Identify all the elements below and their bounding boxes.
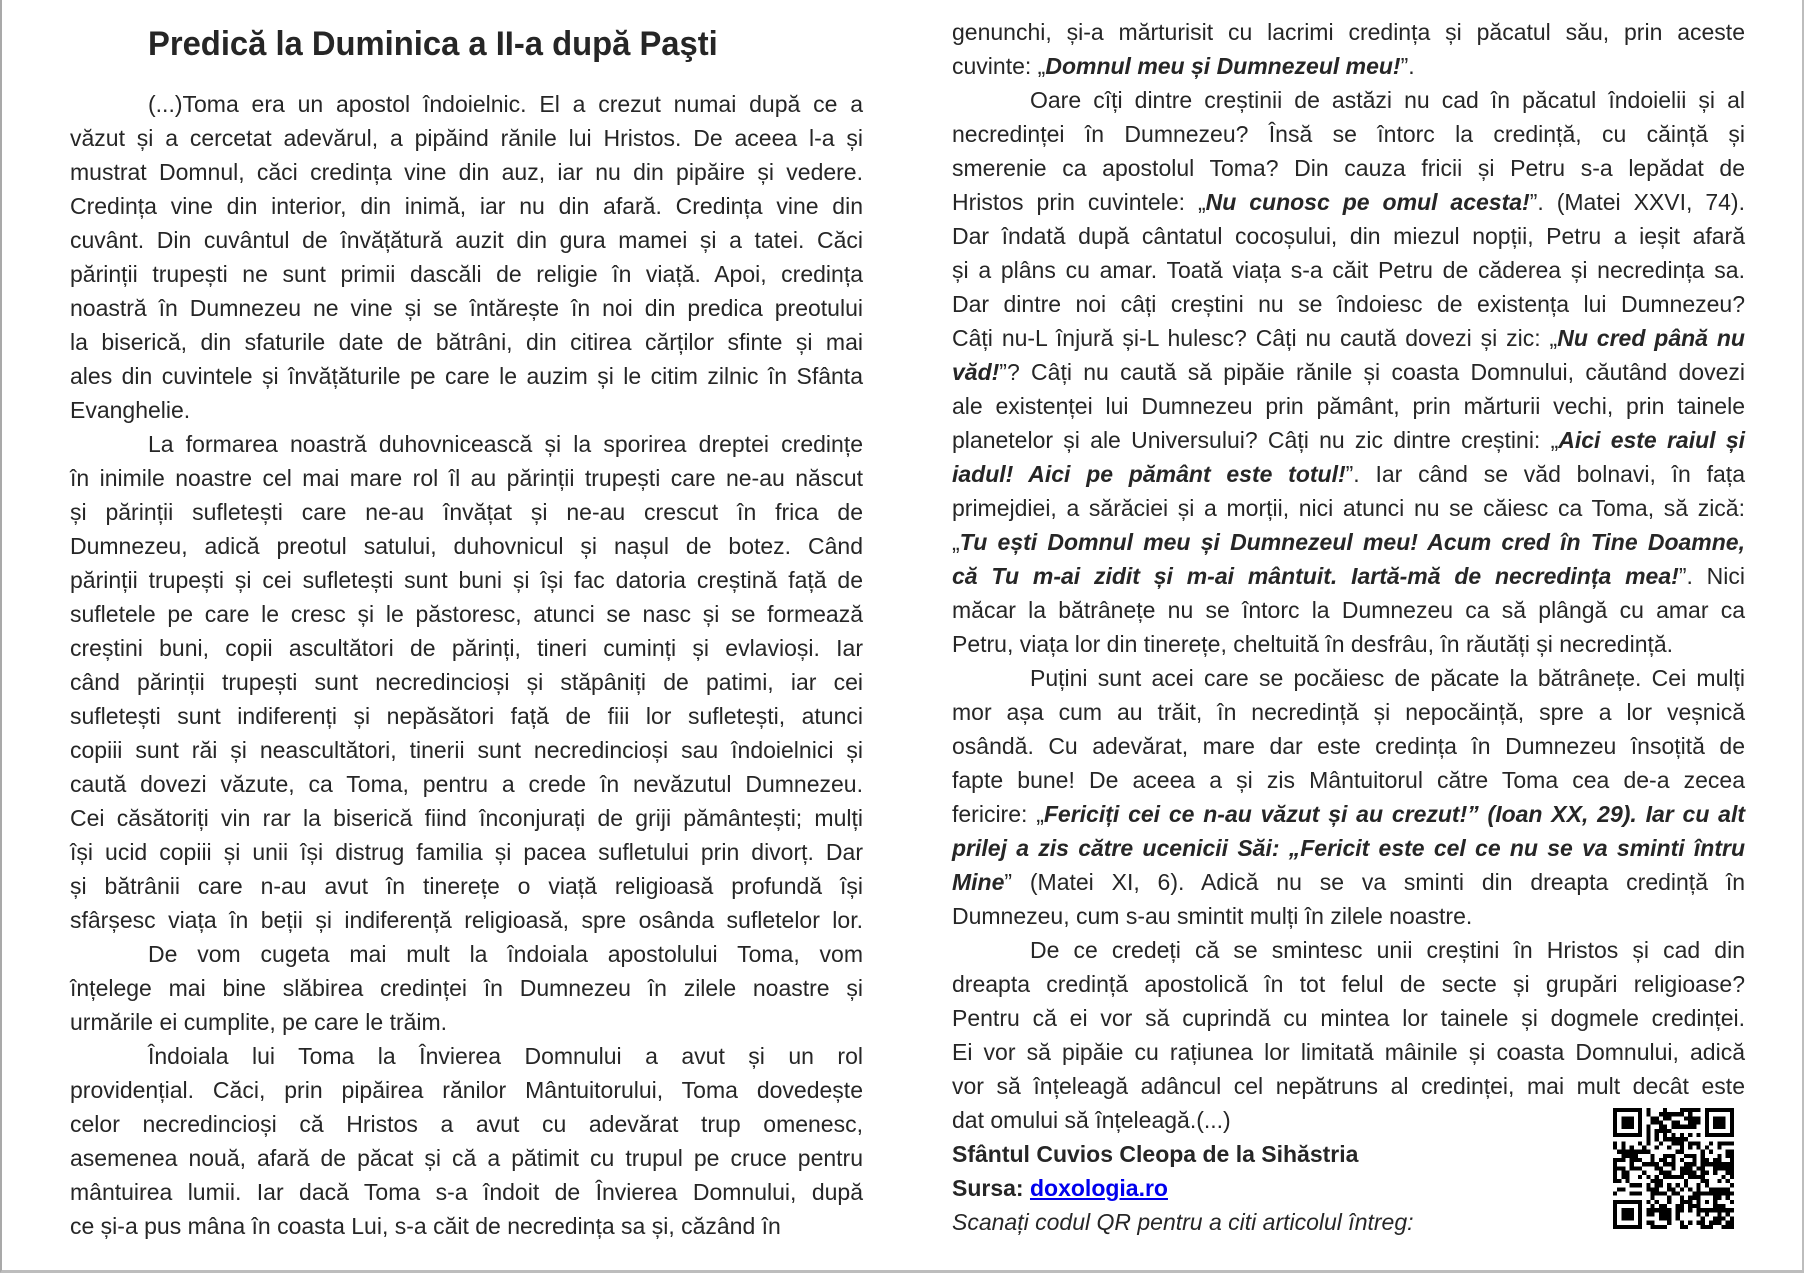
- text-segment: celor necredincioși că Hristos a avut cu adevărat trup omenesc,: [70, 1111, 863, 1137]
- text-line: [70, 631, 863, 665]
- text-segment: cuvânt. Din cuvântul de învățătură auzit din gura mamei și a tatei. Căci: [70, 227, 863, 253]
- emphasized-quote: prilej a zis către ucenicii Săi: „Fericit este cel ce nu se va sminti întru: [952, 835, 1745, 861]
- text-segment: Dumnezeu, adică preotul satului, duhovnicul și nașul de botez. Când: [70, 533, 863, 559]
- emphasized-quote: Nu cred până nu: [1557, 325, 1745, 351]
- text-segment: ”.: [1400, 53, 1415, 79]
- text-segment: Dar îndată după cântatul cocoșului, din miezul nopții, Petru a ieșit afară: [952, 223, 1745, 249]
- text-segment: înțelege mai bine slăbirea credinței în Dumnezeu în zilele noastre și: [70, 975, 863, 1001]
- right-column-body: [952, 15, 1745, 1137]
- emphasized-quote: văd!: [952, 359, 1000, 385]
- text-segment: asemenea nouă, afară de păcat și că a pătimit cu trupul pe cruce pentru: [70, 1145, 863, 1171]
- text-segment: Ei vor să pipăie cu rațiunea lor limitată mâinile și coasta Domnului, adică: [952, 1039, 1745, 1065]
- text-line: [952, 287, 1745, 321]
- text-segment: ”? Câți nu caută să pipăie rănile și coasta Domnului, căutând dovezi: [999, 359, 1745, 385]
- source-link[interactable]: doxologia.ro: [1029, 1175, 1168, 1201]
- text-segment: De ce credeți că se smintesc unii creștini în Hristos și cad din: [1030, 937, 1745, 963]
- text-line: [70, 1209, 863, 1243]
- text-segment: creștini buni, copii ascultători de părinți, tineri cuminți și evlavioși. Iar: [70, 635, 863, 661]
- text-line: [952, 899, 1745, 933]
- text-segment: și bătrânii care n-au avut în tinerețe o viață religioasă profundă își: [70, 873, 863, 899]
- text-segment: „: [952, 529, 960, 555]
- text-segment: Dar dintre noi câți creștini nu se îndoiesc de existența lui Dumnezeu?: [952, 291, 1745, 317]
- emphasized-quote: Fericiți cei ce n-au văzut și au crezut!” (Ioan XX, 29). Iar cu alt: [1043, 801, 1746, 827]
- text-line: [952, 559, 1745, 593]
- text-segment: și părinții sufletești care ne-au învățat și ne-au crescut în frica de: [70, 499, 863, 525]
- source-label: Sursa:: [952, 1175, 1030, 1201]
- text-line: [70, 189, 863, 223]
- text-line: [952, 1069, 1745, 1103]
- emphasized-quote: că Tu m-ai zidit și m-ai mântuit. Iartă-mă de necredința mea!: [952, 563, 1679, 589]
- text-segment: dreapta credință apostolică în tot felul de secte și grupări religioase?: [952, 971, 1745, 997]
- text-line: [952, 185, 1745, 219]
- text-line: [70, 903, 863, 937]
- text-line: [70, 801, 863, 835]
- text-line: [70, 733, 863, 767]
- text-line: [952, 117, 1745, 151]
- text-segment: copiii sunt răi și neascultători, tinerii sunt necredincioși sau îndoielnici și: [70, 737, 863, 763]
- text-line: [70, 767, 863, 801]
- emphasized-quote: Mine: [952, 869, 1005, 895]
- text-segment: Îndoiala lui Toma la Învierea Domnului a avut și un rol: [148, 1043, 863, 1069]
- text-line: [70, 1141, 863, 1175]
- text-segment: genunchi, și-a mărturisit cu lacrimi credința și păcatul său, prin aceste: [952, 19, 1745, 45]
- text-segment: noastră în Dumnezeu ne vine și se întărește în noi din predica preotului: [70, 295, 863, 321]
- text-segment: ”. Iar când se văd bolnavi, în fața: [1345, 461, 1745, 487]
- text-line: [70, 87, 863, 121]
- text-segment: Cei căsătoriți vin rar la biserică fiind înconjurați de griji pământești; mulți: [70, 805, 863, 831]
- text-segment: dat omului să înțeleagă.(...): [952, 1107, 1231, 1133]
- text-line: [952, 525, 1745, 559]
- text-line: [70, 155, 863, 189]
- text-segment: ales din cuvintele și învățăturile pe care le auzim și le citim zilnic în Sfânta: [70, 363, 863, 389]
- text-line: [952, 15, 1745, 49]
- text-segment: caută dovezi văzute, ca Toma, pentru a crede în nevăzutul Dumnezeu.: [70, 771, 863, 797]
- text-segment: la biserică, din sfaturile date de bătrâni, din citirea cărților sfinte și mai: [70, 329, 863, 355]
- text-line: [70, 1107, 863, 1141]
- text-segment: planetelor și ale Universului? Câți nu zic dintre creștini: „: [952, 427, 1559, 453]
- text-line: [70, 223, 863, 257]
- text-segment: Credința vine din interior, din inimă, iar nu din afară. Credința vine din: [70, 193, 863, 219]
- text-line: [70, 665, 863, 699]
- text-line: [952, 831, 1745, 865]
- text-segment: De vom cugeta mai mult la îndoiala apostolului Toma, vom: [148, 941, 863, 967]
- text-line: [70, 495, 863, 529]
- text-segment: ce și-a pus mâna în coasta Lui, s-a căit de necredința sa și, căzând în: [70, 1213, 781, 1239]
- text-line: [952, 763, 1745, 797]
- right-text-column: [952, 15, 1745, 1239]
- text-segment: primejdiei, a sărăciei și a morții, nici atunci nu se căiesc ca Toma, să zică:: [952, 495, 1745, 521]
- text-segment: mustrat Domnul, căci credința vine din auz, iar nu din pipăire și vedere.: [70, 159, 863, 185]
- text-segment: Evanghelie.: [70, 397, 191, 423]
- text-line: [952, 355, 1745, 389]
- text-line: [70, 1039, 863, 1073]
- page-title: Predică la Duminica a II-a după Paşti: [148, 25, 718, 63]
- text-line: [952, 865, 1745, 899]
- text-line: [70, 529, 863, 563]
- left-text-column: [70, 87, 863, 1243]
- text-segment: sufletele pe care le cresc și le păstoresc, atunci se nasc și se formează: [70, 601, 863, 627]
- text-segment: măcar la bătrânețe nu se întorc la Dumnezeu ca să plângă cu amar ca: [952, 597, 1745, 623]
- text-line: [952, 1035, 1745, 1069]
- text-segment: părinții trupești ne sunt primii dascăli de religie în viață. Apoi, credința: [70, 261, 863, 287]
- text-segment: ”. Nici: [1678, 563, 1745, 589]
- text-segment: mor așa cum au trăit, în necredință și nepocăință, spre a lor veșnică: [952, 699, 1745, 725]
- text-line: [70, 1005, 863, 1039]
- text-line: [952, 151, 1745, 185]
- qr-code-icon[interactable]: [1613, 1108, 1734, 1229]
- text-line: [952, 627, 1745, 661]
- text-line: [952, 321, 1745, 355]
- text-line: [952, 729, 1745, 763]
- text-segment: sufletești sunt indiferenți și nepăsători față de fiii lor sufletești, atunci: [70, 703, 863, 729]
- text-line: [952, 661, 1745, 695]
- text-segment: fericire: „: [952, 801, 1044, 827]
- text-segment: necredinței în Dumnezeu? Însă se întorc la credință, cu căință și: [952, 121, 1745, 147]
- text-segment: și a plâns cu amar. Toată viața s-a căit Petru de căderea și necredința sa.: [952, 257, 1745, 283]
- text-line: [952, 219, 1745, 253]
- text-line: [70, 597, 863, 631]
- text-segment: cuvinte: „: [952, 53, 1046, 79]
- text-line: [952, 797, 1745, 831]
- text-segment: smerenie ca apostolul Toma? Din cauza fricii și Petru s-a lepădat de: [952, 155, 1745, 181]
- text-line: [952, 1001, 1745, 1035]
- text-segment: La formarea noastră duhovnicească și la sporirea dreptei credințe: [148, 431, 863, 457]
- text-segment: Câți nu-L înjură și-L hulesc? Câți nu caută dovezi și zic: „: [952, 325, 1558, 351]
- text-line: [952, 49, 1745, 83]
- text-line: [70, 1175, 863, 1209]
- text-line: [70, 359, 863, 393]
- text-segment: când părinții trupești sunt necredincioși și stăpâniți de patimi, iar cei: [70, 669, 863, 695]
- text-line: [70, 257, 863, 291]
- text-segment: în inimile noastre cel mai mare rol îl au părinții trupești care ne-au născut: [70, 465, 863, 491]
- text-segment: ”. (Matei XXVI, 74).: [1529, 189, 1745, 215]
- text-segment: providențial. Căci, prin pipăirea rănilor Mântuitorului, Toma dovedește: [70, 1077, 863, 1103]
- text-segment: ale existenței lui Dumnezeu prin pământ, prin mărturii vechi, prin tainele: [952, 393, 1745, 419]
- text-segment: Hristos prin cuvintele: „: [952, 189, 1206, 215]
- emphasized-quote: Nu cunosc pe omul acesta!: [1205, 189, 1530, 215]
- text-segment: ” (Matei XI, 6). Adică nu se va sminti din dreapta credință în: [1004, 869, 1745, 895]
- text-segment: sfârșesc viața în beții și indiferență religioasă, spre osânda sufletelor lor.: [70, 907, 863, 933]
- text-line: [952, 695, 1745, 729]
- text-line: [70, 971, 863, 1005]
- text-segment: văzut și a cercetat adevărul, a pipăind rănile lui Hristos. De aceea l-a și: [70, 125, 863, 151]
- text-line: [952, 593, 1745, 627]
- text-segment: urmările ei cumplite, pe care le trăim.: [70, 1009, 448, 1035]
- text-line: [70, 563, 863, 597]
- text-line: [952, 83, 1745, 117]
- emphasized-quote: Domnul meu și Dumnezeul meu!: [1045, 53, 1401, 79]
- qr-caption: Scanați codul QR pentru a citi articolul întreg:: [952, 1209, 1414, 1235]
- text-line: [952, 253, 1745, 287]
- text-line: [70, 699, 863, 733]
- text-line: [70, 937, 863, 971]
- text-line: [70, 835, 863, 869]
- text-segment: Petru, viața lor din tinerețe, cheltuită în desfrâu, în răutăți și necredință.: [952, 631, 1674, 657]
- text-line: [70, 121, 863, 155]
- text-segment: vor să înțeleagă adâncul cel nepătruns al credinței, mai mult decât este: [952, 1073, 1745, 1099]
- text-line: [70, 393, 863, 427]
- text-line: [70, 1073, 863, 1107]
- text-line: [952, 967, 1745, 1001]
- text-segment: fapte bune! De aceea a și zis Mântuitorul către Toma cea de-a zecea: [952, 767, 1745, 793]
- text-line: [952, 389, 1745, 423]
- text-line: [952, 933, 1745, 967]
- text-segment: osândă. Cu adevărat, mare dar este credința în Dumnezeu însoțită de: [952, 733, 1745, 759]
- text-segment: Puțini sunt acei care se pocăiesc de păcate la bătrânețe. Cei mulți: [1030, 665, 1745, 691]
- text-segment: își ucid copiii și unii își distrug familia și pacea sufletului prin divorț. Dar: [70, 839, 863, 865]
- text-line: [70, 427, 863, 461]
- text-line: [70, 869, 863, 903]
- text-line: [952, 491, 1745, 525]
- text-segment: Dumnezeu, cum s-au smintit mulți în zilele noastre.: [952, 903, 1473, 929]
- text-segment: părinții trupești și cei sufletești sunt buni și își fac datoria creștină față de: [70, 567, 863, 593]
- text-line: [70, 291, 863, 325]
- text-segment: mântuirea lumii. Iar dacă Toma s-a îndoit de Învierea Domnului, după: [70, 1179, 863, 1205]
- author-name: Sfântul Cuvios Cleopa de la Sihăstria: [952, 1141, 1359, 1167]
- text-line: [952, 423, 1745, 457]
- text-line: [952, 457, 1745, 491]
- text-segment: Pentru că ei vor să cuprindă cu mintea lor tainele și dogmele credinței.: [952, 1005, 1745, 1031]
- text-segment: (...)Toma era un apostol îndoielnic. El a crezut numai după ce a: [148, 91, 863, 117]
- emphasized-quote: iadul! Aici pe pământ este totul!: [952, 461, 1346, 487]
- text-segment: Oare cîți dintre creștinii de astăzi nu cad în păcatul îndoielii și al: [1030, 87, 1745, 113]
- text-line: [70, 461, 863, 495]
- text-line: [70, 325, 863, 359]
- emphasized-quote: Tu ești Domnul meu și Dumnezeul meu! Acum cred în Tine Doamne,: [959, 529, 1745, 555]
- emphasized-quote: Aici este raiul și: [1558, 427, 1745, 453]
